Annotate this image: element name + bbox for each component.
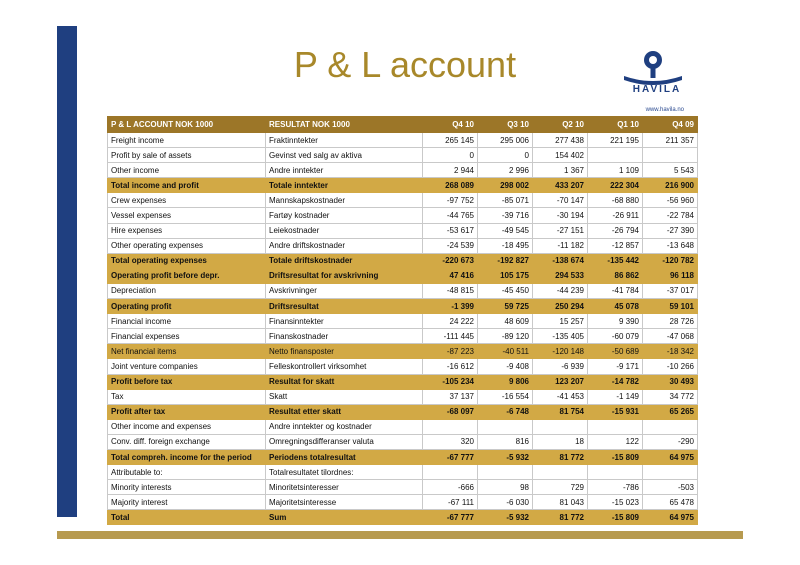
row-label-en: Attributable to: bbox=[108, 465, 266, 480]
row-value: 122 bbox=[588, 434, 643, 449]
row-value: 2 996 bbox=[478, 163, 533, 178]
row-value: -9 171 bbox=[588, 359, 643, 374]
row-label-en: Hire expenses bbox=[108, 223, 266, 238]
row-label-en: Total income and profit bbox=[108, 178, 266, 193]
row-value: 294 533 bbox=[533, 268, 588, 283]
row-label-no: Avskrivninger bbox=[266, 283, 423, 298]
row-value: -89 120 bbox=[478, 329, 533, 344]
row-value: -30 194 bbox=[533, 208, 588, 223]
row-value bbox=[478, 419, 533, 434]
row-value: 729 bbox=[533, 480, 588, 495]
row-value: 2 944 bbox=[423, 163, 478, 178]
table-row bbox=[108, 404, 698, 419]
row-value: -16 612 bbox=[423, 359, 478, 374]
row-value: -135 405 bbox=[533, 329, 588, 344]
row-label-no: Totalresultatet tilordnes: bbox=[266, 465, 423, 480]
header-no: RESULTAT NOK 1000 bbox=[266, 117, 423, 133]
row-value: -70 147 bbox=[533, 193, 588, 208]
table-row bbox=[108, 344, 698, 359]
table-row bbox=[108, 148, 698, 163]
row-value: -290 bbox=[643, 434, 698, 449]
row-value: -85 071 bbox=[478, 193, 533, 208]
table-row bbox=[108, 419, 698, 434]
row-label-en: Tax bbox=[108, 389, 266, 404]
row-value: -18 495 bbox=[478, 238, 533, 253]
left-accent-bar bbox=[57, 26, 77, 517]
row-value: 154 402 bbox=[533, 148, 588, 163]
row-value: -41 784 bbox=[588, 283, 643, 298]
row-value: -1 149 bbox=[588, 389, 643, 404]
row-value: 86 862 bbox=[588, 268, 643, 283]
row-value: -50 689 bbox=[588, 344, 643, 359]
row-value: -503 bbox=[643, 480, 698, 495]
row-value: -111 445 bbox=[423, 329, 478, 344]
row-value bbox=[588, 148, 643, 163]
row-value: 64 975 bbox=[643, 510, 698, 525]
table-row bbox=[108, 510, 698, 525]
row-label-no: Felleskontrollert virksomhet bbox=[266, 359, 423, 374]
table-row bbox=[108, 178, 698, 193]
table-row bbox=[108, 238, 698, 253]
row-value: 211 357 bbox=[643, 133, 698, 148]
row-value: 298 002 bbox=[478, 178, 533, 193]
row-value: 64 975 bbox=[643, 449, 698, 464]
header-q4-09: Q4 09 bbox=[643, 117, 698, 133]
row-label-en: Other income and expenses bbox=[108, 419, 266, 434]
row-value: -16 554 bbox=[478, 389, 533, 404]
row-value: -27 151 bbox=[533, 223, 588, 238]
row-value: -15 931 bbox=[588, 404, 643, 419]
row-label-no: Sum bbox=[266, 510, 423, 525]
row-value: 45 078 bbox=[588, 299, 643, 314]
row-value: 81 043 bbox=[533, 495, 588, 510]
row-value: -44 239 bbox=[533, 283, 588, 298]
row-label-en: Conv. diff. foreign exchange bbox=[108, 434, 266, 449]
row-label-no: Periodens totalresultat bbox=[266, 449, 423, 464]
pl-table bbox=[107, 116, 698, 525]
row-value: 0 bbox=[423, 148, 478, 163]
row-label-no: Skatt bbox=[266, 389, 423, 404]
row-value: -45 450 bbox=[478, 283, 533, 298]
table-row bbox=[108, 268, 698, 283]
table-row bbox=[108, 253, 698, 268]
row-label-no: Majoritetsinteresse bbox=[266, 495, 423, 510]
row-value: 9 806 bbox=[478, 374, 533, 389]
row-value: 34 772 bbox=[643, 389, 698, 404]
row-label-no: Netto finansposter bbox=[266, 344, 423, 359]
table-row bbox=[108, 359, 698, 374]
row-label-en: Other operating expenses bbox=[108, 238, 266, 253]
table-row bbox=[108, 329, 698, 344]
row-value: 5 543 bbox=[643, 163, 698, 178]
havila-logo-icon bbox=[618, 42, 688, 112]
row-value: -105 234 bbox=[423, 374, 478, 389]
row-value: 320 bbox=[423, 434, 478, 449]
row-value: 30 493 bbox=[643, 374, 698, 389]
row-value: -44 765 bbox=[423, 208, 478, 223]
row-label-no: Totale driftskostnader bbox=[266, 253, 423, 268]
row-value bbox=[643, 465, 698, 480]
header-q3-10: Q3 10 bbox=[478, 117, 533, 133]
row-value: -27 390 bbox=[643, 223, 698, 238]
row-label-no: Totale inntekter bbox=[266, 178, 423, 193]
row-label-en: Freight income bbox=[108, 133, 266, 148]
row-value: 1 109 bbox=[588, 163, 643, 178]
table-row bbox=[108, 133, 698, 148]
row-label-en: Profit by sale of assets bbox=[108, 148, 266, 163]
row-label-en: Crew expenses bbox=[108, 193, 266, 208]
row-value: -135 442 bbox=[588, 253, 643, 268]
row-value: -47 068 bbox=[643, 329, 698, 344]
row-label-en: Depreciation bbox=[108, 283, 266, 298]
row-value: -87 223 bbox=[423, 344, 478, 359]
row-value: 37 137 bbox=[423, 389, 478, 404]
row-label-no: Minoritetsinteresser bbox=[266, 480, 423, 495]
row-label-en: Operating profit before depr. bbox=[108, 268, 266, 283]
row-label-en: Vessel expenses bbox=[108, 208, 266, 223]
table-row bbox=[108, 389, 698, 404]
row-value: -6 030 bbox=[478, 495, 533, 510]
row-label-no: Andre driftskostnader bbox=[266, 238, 423, 253]
row-value: -26 911 bbox=[588, 208, 643, 223]
row-value: -120 782 bbox=[643, 253, 698, 268]
row-value: -49 545 bbox=[478, 223, 533, 238]
row-value: -24 539 bbox=[423, 238, 478, 253]
row-value: -14 782 bbox=[588, 374, 643, 389]
row-label-en: Financial expenses bbox=[108, 329, 266, 344]
table-row bbox=[108, 283, 698, 298]
row-value: -6 939 bbox=[533, 359, 588, 374]
row-value: -15 023 bbox=[588, 495, 643, 510]
row-value: 24 222 bbox=[423, 314, 478, 329]
row-value: 123 207 bbox=[533, 374, 588, 389]
table-row bbox=[108, 314, 698, 329]
row-label-no: Omregningsdifferanser valuta bbox=[266, 434, 423, 449]
row-value: 28 726 bbox=[643, 314, 698, 329]
header-q2-10: Q2 10 bbox=[533, 117, 588, 133]
row-label-en: Total operating expenses bbox=[108, 253, 266, 268]
row-label-no: Fraktinntekter bbox=[266, 133, 423, 148]
row-value bbox=[423, 419, 478, 434]
row-label-en: Joint venture companies bbox=[108, 359, 266, 374]
row-value: 65 478 bbox=[643, 495, 698, 510]
row-value: 81 772 bbox=[533, 449, 588, 464]
row-value: 221 195 bbox=[588, 133, 643, 148]
row-value: 265 145 bbox=[423, 133, 478, 148]
table-row bbox=[108, 208, 698, 223]
row-value: -68 097 bbox=[423, 404, 478, 419]
header-q4-10: Q4 10 bbox=[423, 117, 478, 133]
row-value bbox=[533, 419, 588, 434]
row-value: -67 111 bbox=[423, 495, 478, 510]
row-value bbox=[478, 465, 533, 480]
row-value: -6 748 bbox=[478, 404, 533, 419]
row-value bbox=[643, 148, 698, 163]
row-value: 250 294 bbox=[533, 299, 588, 314]
website-url: www.havila.no bbox=[645, 107, 684, 113]
row-value: 268 089 bbox=[423, 178, 478, 193]
header-q1-10: Q1 10 bbox=[588, 117, 643, 133]
row-value: -97 752 bbox=[423, 193, 478, 208]
row-label-no: Andre inntekter bbox=[266, 163, 423, 178]
row-value: -53 617 bbox=[423, 223, 478, 238]
row-value: -1 399 bbox=[423, 299, 478, 314]
row-value: 81 772 bbox=[533, 510, 588, 525]
row-value: 15 257 bbox=[533, 314, 588, 329]
row-value: -666 bbox=[423, 480, 478, 495]
row-value: -10 266 bbox=[643, 359, 698, 374]
table-body bbox=[108, 133, 698, 525]
table-header-row bbox=[108, 117, 698, 133]
row-value: 105 175 bbox=[478, 268, 533, 283]
table-row bbox=[108, 223, 698, 238]
row-label-en: Profit before tax bbox=[108, 374, 266, 389]
row-label-en: Operating profit bbox=[108, 299, 266, 314]
row-value: -67 777 bbox=[423, 510, 478, 525]
row-value: 81 754 bbox=[533, 404, 588, 419]
row-value bbox=[533, 465, 588, 480]
row-value bbox=[423, 465, 478, 480]
table-row bbox=[108, 449, 698, 464]
row-value: 47 416 bbox=[423, 268, 478, 283]
page-title: P & L account bbox=[293, 44, 517, 85]
row-label-en: Net financial items bbox=[108, 344, 266, 359]
row-label-no: Driftsresultat bbox=[266, 299, 423, 314]
row-value: 222 304 bbox=[588, 178, 643, 193]
table-row bbox=[108, 434, 698, 449]
row-value: -786 bbox=[588, 480, 643, 495]
row-value: 59 725 bbox=[478, 299, 533, 314]
row-value: 216 900 bbox=[643, 178, 698, 193]
row-value: 1 367 bbox=[533, 163, 588, 178]
row-label-no: Fartøy kostnader bbox=[266, 208, 423, 223]
row-value: 0 bbox=[478, 148, 533, 163]
row-value: -220 673 bbox=[423, 253, 478, 268]
row-value: -56 960 bbox=[643, 193, 698, 208]
row-value: -68 880 bbox=[588, 193, 643, 208]
row-value: 9 390 bbox=[588, 314, 643, 329]
row-value: 96 118 bbox=[643, 268, 698, 283]
row-label-no: Leiekostnader bbox=[266, 223, 423, 238]
table-row bbox=[108, 495, 698, 510]
row-label-en: Other income bbox=[108, 163, 266, 178]
table-row bbox=[108, 374, 698, 389]
row-label-en: Total compreh. income for the period bbox=[108, 449, 266, 464]
row-label-en: Financial income bbox=[108, 314, 266, 329]
table-row bbox=[108, 163, 698, 178]
header-en: P & L ACCOUNT NOK 1000 bbox=[108, 117, 266, 133]
table-row bbox=[108, 193, 698, 208]
row-value bbox=[588, 465, 643, 480]
row-value: -5 932 bbox=[478, 510, 533, 525]
row-value: -192 827 bbox=[478, 253, 533, 268]
row-value: 48 609 bbox=[478, 314, 533, 329]
row-value: 295 006 bbox=[478, 133, 533, 148]
row-label-no: Driftsresultat for avskrivning bbox=[266, 268, 423, 283]
row-value: 65 265 bbox=[643, 404, 698, 419]
row-value: -11 182 bbox=[533, 238, 588, 253]
row-label-no: Gevinst ved salg av aktiva bbox=[266, 148, 423, 163]
row-value: -18 342 bbox=[643, 344, 698, 359]
row-value bbox=[588, 419, 643, 434]
logo-wordmark: HAVILA bbox=[632, 84, 682, 95]
row-label-no: Resultat etter skatt bbox=[266, 404, 423, 419]
row-value: -15 809 bbox=[588, 510, 643, 525]
bottom-rule bbox=[57, 531, 743, 539]
row-label-en: Minority interests bbox=[108, 480, 266, 495]
row-value: -13 648 bbox=[643, 238, 698, 253]
row-value: 59 101 bbox=[643, 299, 698, 314]
row-value: -26 794 bbox=[588, 223, 643, 238]
row-value: 277 438 bbox=[533, 133, 588, 148]
row-value: -60 079 bbox=[588, 329, 643, 344]
table-row bbox=[108, 465, 698, 480]
row-value: -39 716 bbox=[478, 208, 533, 223]
table-row bbox=[108, 299, 698, 314]
row-value: 18 bbox=[533, 434, 588, 449]
row-label-en: Total bbox=[108, 510, 266, 525]
row-value: -5 932 bbox=[478, 449, 533, 464]
row-value bbox=[643, 419, 698, 434]
row-value: 433 207 bbox=[533, 178, 588, 193]
row-label-no: Finanskostnader bbox=[266, 329, 423, 344]
row-label-en: Profit after tax bbox=[108, 404, 266, 419]
table-row bbox=[108, 480, 698, 495]
row-label-no: Andre inntekter og kostnader bbox=[266, 419, 423, 434]
row-value: -9 408 bbox=[478, 359, 533, 374]
row-value: -138 674 bbox=[533, 253, 588, 268]
row-value: 98 bbox=[478, 480, 533, 495]
row-label-no: Mannskapskostnader bbox=[266, 193, 423, 208]
row-value: -40 511 bbox=[478, 344, 533, 359]
row-value: -15 809 bbox=[588, 449, 643, 464]
row-label-no: Finansinntekter bbox=[266, 314, 423, 329]
row-value: -37 017 bbox=[643, 283, 698, 298]
row-value: -48 815 bbox=[423, 283, 478, 298]
row-value: -67 777 bbox=[423, 449, 478, 464]
row-value: -12 857 bbox=[588, 238, 643, 253]
row-value: 816 bbox=[478, 434, 533, 449]
row-value: -22 784 bbox=[643, 208, 698, 223]
row-value: -41 453 bbox=[533, 389, 588, 404]
row-label-no: Resultat for skatt bbox=[266, 374, 423, 389]
row-value: -120 148 bbox=[533, 344, 588, 359]
row-label-en: Majority interest bbox=[108, 495, 266, 510]
